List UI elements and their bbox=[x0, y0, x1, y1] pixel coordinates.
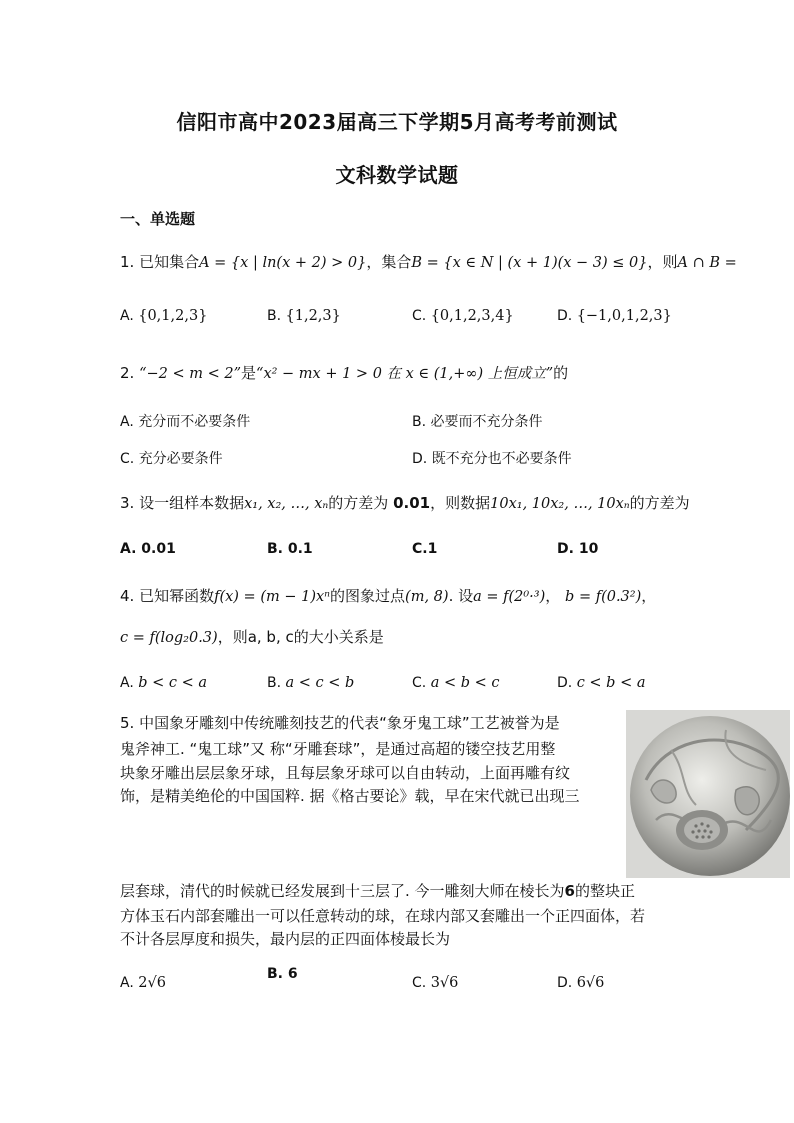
question-2-stem bbox=[120, 362, 568, 383]
q1-stem-mid: ，集合 bbox=[366, 253, 412, 271]
q5-line-7: 不计各层厚度和损失，最内层的正四面体棱最长为 bbox=[120, 930, 451, 948]
q2-stem-is: 是 bbox=[241, 364, 257, 382]
ivory-ball-photo bbox=[626, 710, 790, 878]
q4-option-d: D. c < b < a bbox=[557, 675, 646, 691]
q2-cond2: “x² − mx + 1 > 0 在 x ∈ (1,+∞) 上恒成立” bbox=[256, 366, 554, 382]
q5-line-1: 5. 中国象牙雕刻中传统雕刻技艺的代表“象牙鬼工球”工艺被誉为是 bbox=[120, 714, 560, 732]
exam-title: 信阳市高中2023届高三下学期5月高考考前测试 bbox=[176, 110, 618, 134]
q3-stem-mid1: 的方差为 bbox=[328, 494, 389, 512]
q3-option-a: A. 0.01 bbox=[120, 541, 176, 557]
q1-stem-post: ，则 bbox=[647, 253, 678, 271]
exam-subtitle: 文科数学试题 bbox=[335, 163, 459, 187]
q4-c-def: c = f(log₂0.3) bbox=[120, 630, 218, 646]
q3-option-b: B. 0.1 bbox=[267, 541, 313, 557]
q4-func: f(x) = (m − 1)xⁿ bbox=[214, 589, 331, 605]
q3-variance: 0.01 bbox=[393, 494, 431, 512]
question-1-stem bbox=[120, 251, 737, 272]
q5-line-4: 饰，是精美绝伦的中国国粹. 据《格古要论》载，早在宋代就已出现三 bbox=[120, 787, 580, 805]
q4-a-def: a = f(2⁰·³) bbox=[473, 589, 546, 605]
q3-option-c: C.1 bbox=[412, 541, 438, 557]
q5-edge: 6 bbox=[564, 882, 575, 900]
q4-b-def: b = f(0.3²) bbox=[565, 589, 642, 605]
q2-cond1: “−2 < m < 2” bbox=[139, 366, 242, 382]
q3-option-d: D. 10 bbox=[557, 541, 599, 557]
q1-set-a: A = {x | ln(x + 2) > 0} bbox=[199, 255, 367, 271]
q3-stem-mid2: ，则数据 bbox=[430, 494, 491, 512]
q2-option-c: C. 充分必要条件 bbox=[120, 451, 223, 467]
q3-stem-post: 的方差为 bbox=[629, 494, 690, 512]
q1-set-b: B = {x ∈ N | (x + 1)(x − 3) ≤ 0} bbox=[411, 255, 648, 271]
section-heading: 一、单选题 bbox=[120, 210, 196, 228]
q4-stem-set: . 设 bbox=[448, 587, 474, 605]
q2-option-b: B. 必要而不充分条件 bbox=[412, 414, 543, 430]
q5-line-6: 方体玉石内部套雕出一可以任意转动的球，在球内部又套雕出一个正四面体，若 bbox=[120, 907, 646, 925]
q1-option-b: B. {1,2,3} bbox=[267, 308, 341, 324]
q4-option-c: C. a < b < c bbox=[412, 675, 500, 691]
question-4-stem-line1: 4. 已知幂函数f(x) = (m − 1)xⁿ的图象过点(m, 8). 设a = f(2⁰·³)， b = f(0.3²)， bbox=[120, 587, 657, 605]
ivory-ball-illustration bbox=[626, 710, 790, 878]
q1-option-d: D. {−1,0,1,2,3} bbox=[557, 308, 672, 324]
q5-line-2: 鬼斧神工. “鬼工球”又 称“牙雕套球”，是通过高超的镂空技艺用整 bbox=[120, 740, 556, 758]
q2-option-d: D. 既不充分也不必要条件 bbox=[412, 451, 572, 467]
q5-line-5: 层套球，清代的时候就已经发展到十三层了. 今一雕刻大师在棱长为6的整块正 bbox=[120, 882, 635, 900]
q2-num: 2. bbox=[120, 364, 135, 382]
q5-option-c: C. 3√6 bbox=[412, 975, 459, 991]
q1-stem-pre: 1. 已知集合 bbox=[120, 253, 200, 271]
q5-line-3: 块象牙雕出层层象牙球，且每层象牙球可以自由转动，上面再雕有纹 bbox=[120, 764, 571, 782]
question-4-stem-line2 bbox=[120, 626, 384, 647]
question-3-stem bbox=[120, 492, 690, 513]
q5-option-d: D. 6√6 bbox=[557, 975, 605, 991]
q4-stem-post: ，则a, b, c的大小关系是 bbox=[217, 628, 384, 646]
q4-option-a: A. b < c < a bbox=[120, 675, 208, 691]
q3-stem-pre: 3. 设一组样本数据 bbox=[120, 494, 245, 512]
q3-data1: x₁, x₂, …, xₙ bbox=[244, 496, 329, 512]
q5-option-a: A. 2√6 bbox=[120, 975, 166, 991]
q1-expr: A ∩ B = bbox=[677, 255, 737, 271]
q4-stem-mid: 的图象过点 bbox=[330, 587, 406, 605]
q4-stem-pre: 4. 已知幂函数 bbox=[120, 587, 215, 605]
q1-option-a: A. {0,1,2,3} bbox=[120, 308, 208, 324]
q5-option-b: B. 6 bbox=[267, 966, 298, 982]
q3-data2: 10x₁, 10x₂, …, 10xₙ bbox=[490, 496, 630, 512]
q4-option-b: B. a < c < b bbox=[267, 675, 355, 691]
q4-point: (m, 8) bbox=[405, 589, 449, 605]
q2-option-a: A. 充分而不必要条件 bbox=[120, 414, 251, 430]
q2-stem-post: 的 bbox=[553, 364, 569, 382]
q1-option-c: C. {0,1,2,3,4} bbox=[412, 308, 514, 324]
